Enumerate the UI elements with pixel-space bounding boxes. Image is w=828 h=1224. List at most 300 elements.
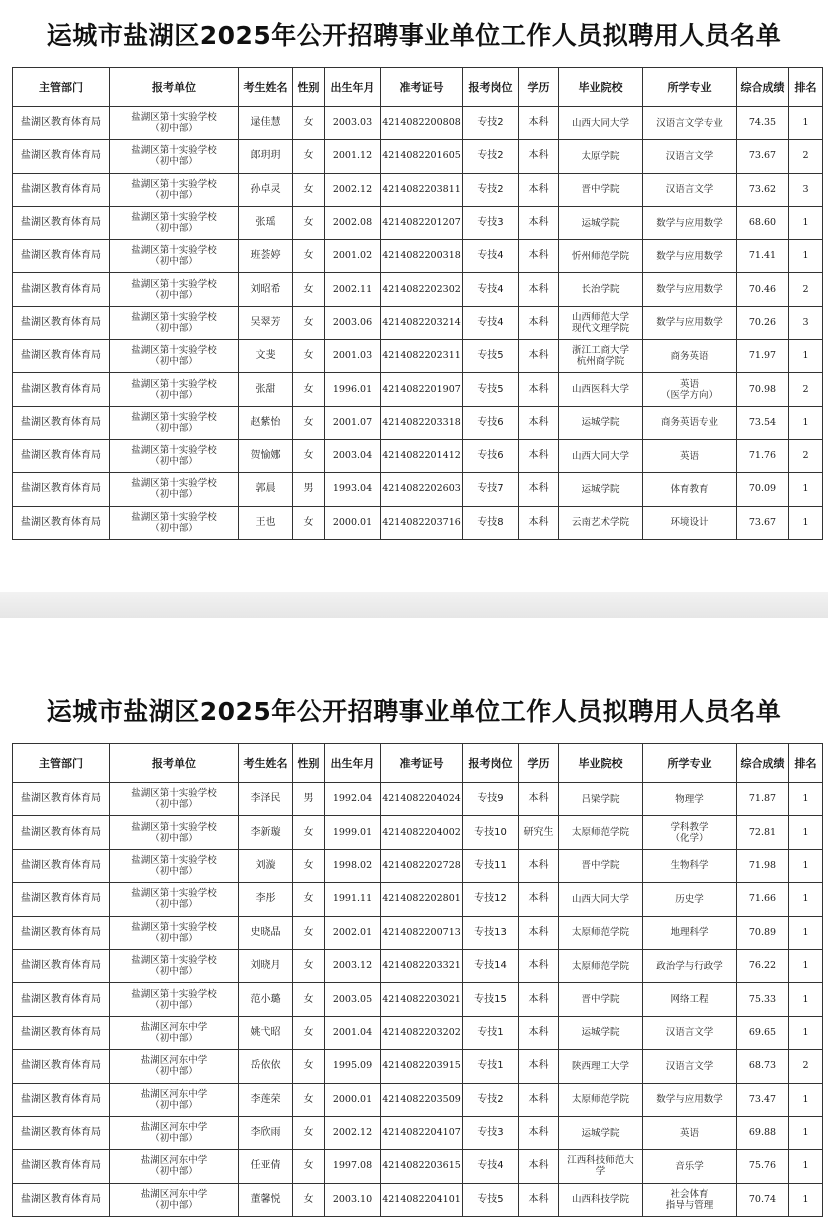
cell-birth: 1991.11 — [325, 883, 381, 916]
cell-unit-line: 盐湖区第十实验学校 — [131, 178, 217, 190]
cell-name: 任亚倩 — [239, 1150, 293, 1183]
cell-school-line: 山西医科大学 — [571, 384, 629, 396]
cell-education: 本科 — [519, 916, 559, 949]
cell-unit-line: （初中部） — [150, 489, 198, 501]
cell-score: 76.22 — [737, 949, 789, 982]
cell-exam-id: 4214082203811 — [381, 173, 463, 206]
header-dept: 主管部门 — [13, 68, 110, 107]
cell-education: 本科 — [519, 107, 559, 140]
cell-unit-line: （初中部） — [150, 865, 198, 877]
cell-post: 专技13 — [463, 916, 519, 949]
cell-education: 本科 — [519, 306, 559, 339]
cell-exam-id: 4214082203716 — [381, 506, 463, 539]
cell-name: 王也 — [239, 506, 293, 539]
header-school: 毕业院校 — [559, 68, 643, 107]
cell-name: 董馨悦 — [239, 1183, 293, 1216]
cell-major-line: 汉语言文学 — [665, 184, 714, 196]
table-row — [13, 406, 823, 439]
cell-education: 本科 — [519, 949, 559, 982]
cell-name: 郎玥玥 — [239, 140, 293, 173]
cell-major — [643, 107, 737, 140]
cell-dept: 盐湖区教育体育局 — [13, 273, 110, 306]
cell-major-line: 汉语言文学 — [665, 150, 714, 162]
cell-gender: 女 — [293, 883, 325, 916]
cell-exam-id: 4214082200713 — [381, 916, 463, 949]
cell-score: 69.88 — [737, 1116, 789, 1149]
cell-unit-line: 盐湖区河东中学 — [140, 1122, 208, 1134]
cell-unit — [110, 107, 239, 140]
cell-name: 刘晓月 — [239, 949, 293, 982]
cell-education: 本科 — [519, 206, 559, 239]
cell-school — [559, 1116, 643, 1149]
cell-unit — [110, 473, 239, 506]
cell-name: 郭晨 — [239, 473, 293, 506]
cell-gender: 女 — [293, 173, 325, 206]
cell-unit-line: 盐湖区第十实验学校 — [131, 245, 217, 257]
cell-education: 本科 — [519, 406, 559, 439]
cell-school-line: 江西科技师范大 — [567, 1155, 634, 1167]
cell-gender: 女 — [293, 140, 325, 173]
cell-rank: 2 — [789, 140, 823, 173]
cell-unit — [110, 173, 239, 206]
cell-post: 专技10 — [463, 816, 519, 849]
cell-dept: 盐湖区教育体育局 — [13, 883, 110, 916]
header-name: 考生姓名 — [239, 744, 293, 783]
cell-score: 71.87 — [737, 783, 789, 816]
cell-school — [559, 439, 643, 472]
cell-unit — [110, 883, 239, 916]
cell-education: 本科 — [519, 1016, 559, 1049]
table-header-row — [13, 68, 823, 107]
cell-score: 72.81 — [737, 816, 789, 849]
cell-exam-id: 4214082203318 — [381, 406, 463, 439]
cell-school-line: 忻州师范学院 — [571, 250, 629, 262]
cell-exam-id: 4214082201207 — [381, 206, 463, 239]
cell-rank: 1 — [789, 783, 823, 816]
cell-unit-line: （初中部） — [150, 799, 198, 811]
cell-unit-line: （初中部） — [150, 1032, 198, 1044]
cell-unit-line: （初中部） — [150, 1199, 198, 1211]
cell-dept: 盐湖区教育体育局 — [13, 1116, 110, 1149]
cell-dept: 盐湖区教育体育局 — [13, 783, 110, 816]
cell-school-line: 云南艺术学院 — [571, 517, 629, 529]
cell-major-line: （化学） — [670, 832, 709, 844]
cell-school — [559, 273, 643, 306]
cell-unit-line: （初中部） — [150, 156, 198, 168]
cell-education: 本科 — [519, 1116, 559, 1149]
cell-major-line: 网络工程 — [670, 994, 709, 1006]
cell-birth: 2003.03 — [325, 107, 381, 140]
cell-name: 李彤 — [239, 883, 293, 916]
cell-education: 本科 — [519, 883, 559, 916]
cell-unit-line: 盐湖区第十实验学校 — [131, 345, 217, 357]
cell-major-line: 数学与应用数学 — [656, 317, 723, 329]
cell-exam-id: 4214082203202 — [381, 1016, 463, 1049]
cell-school-line: 杭州商学院 — [576, 356, 625, 368]
cell-dept: 盐湖区教育体育局 — [13, 306, 110, 339]
cell-school — [559, 506, 643, 539]
cell-name: 吴翠芳 — [239, 306, 293, 339]
cell-major-line: 商务英语专业 — [660, 417, 718, 429]
cell-unit-line: 盐湖区第十实验学校 — [131, 511, 217, 523]
cell-rank: 1 — [789, 949, 823, 982]
cell-school — [559, 783, 643, 816]
header-major: 所学专业 — [643, 744, 737, 783]
table-row — [13, 439, 823, 472]
cell-major-line: 数学与应用数学 — [656, 217, 723, 229]
cell-score: 73.67 — [737, 140, 789, 173]
cell-exam-id: 4214082204107 — [381, 1116, 463, 1149]
cell-school-line: 山西科技学院 — [571, 1194, 629, 1206]
cell-exam-id: 4214082204024 — [381, 783, 463, 816]
cell-post: 专技5 — [463, 1183, 519, 1216]
cell-dept: 盐湖区教育体育局 — [13, 340, 110, 373]
cell-rank: 1 — [789, 983, 823, 1016]
cell-post: 专技7 — [463, 473, 519, 506]
cell-gender: 女 — [293, 916, 325, 949]
cell-major — [643, 306, 737, 339]
cell-dept: 盐湖区教育体育局 — [13, 506, 110, 539]
cell-unit-line: （初中部） — [150, 223, 198, 235]
cell-major-line: 政治学与行政学 — [656, 960, 723, 972]
cell-gender: 女 — [293, 107, 325, 140]
cell-unit-line: （初中部） — [150, 522, 198, 534]
cell-score: 71.98 — [737, 849, 789, 882]
cell-unit-line: 盐湖区第十实验学校 — [131, 888, 217, 900]
cell-dept: 盐湖区教育体育局 — [13, 949, 110, 982]
cell-score: 70.74 — [737, 1183, 789, 1216]
cell-unit — [110, 306, 239, 339]
cell-unit-line: 盐湖区河东中学 — [140, 1188, 208, 1200]
cell-post: 专技4 — [463, 306, 519, 339]
cell-gender: 女 — [293, 1116, 325, 1149]
cell-unit-line: （初中部） — [150, 1099, 198, 1111]
cell-birth: 1999.01 — [325, 816, 381, 849]
cell-major-line: 地理科学 — [670, 927, 709, 939]
cell-unit — [110, 1050, 239, 1083]
cell-name: 孙卓灵 — [239, 173, 293, 206]
table-header-row — [13, 744, 823, 783]
cell-name: 贺愉娜 — [239, 439, 293, 472]
cell-birth: 1996.01 — [325, 373, 381, 406]
table-row — [13, 916, 823, 949]
cell-school-line: 运城学院 — [581, 1027, 620, 1039]
cell-unit-line: （初中部） — [150, 1166, 198, 1178]
header-post: 报考岗位 — [463, 68, 519, 107]
cell-school — [559, 340, 643, 373]
cell-rank: 1 — [789, 883, 823, 916]
cell-unit — [110, 406, 239, 439]
cell-gender: 女 — [293, 373, 325, 406]
cell-school — [559, 1016, 643, 1049]
cell-unit-line: （初中部） — [150, 356, 198, 368]
cell-unit — [110, 983, 239, 1016]
cell-dept: 盐湖区教育体育局 — [13, 1083, 110, 1116]
cell-gender: 女 — [293, 949, 325, 982]
cell-unit-line: 盐湖区第十实验学校 — [131, 411, 217, 423]
cell-unit — [110, 273, 239, 306]
cell-school-line: 山西大同大学 — [571, 450, 629, 462]
header-unit: 报考单位 — [110, 744, 239, 783]
cell-unit-line: （初中部） — [150, 966, 198, 978]
cell-unit-line: 盐湖区河东中学 — [140, 1055, 208, 1067]
cell-school — [559, 1150, 643, 1183]
cell-exam-id: 4214082203509 — [381, 1083, 463, 1116]
cell-major — [643, 816, 737, 849]
cell-post: 专技2 — [463, 107, 519, 140]
cell-score: 71.66 — [737, 883, 789, 916]
cell-dept: 盐湖区教育体育局 — [13, 983, 110, 1016]
cell-major — [643, 240, 737, 273]
cell-name: 李新璇 — [239, 816, 293, 849]
cell-birth: 2002.12 — [325, 1116, 381, 1149]
header-rank: 排名 — [789, 744, 823, 783]
table-row — [13, 983, 823, 1016]
cell-birth: 2003.04 — [325, 439, 381, 472]
cell-score: 70.89 — [737, 916, 789, 949]
cell-unit-line: （初中部） — [150, 322, 198, 334]
cell-unit — [110, 439, 239, 472]
cell-education: 本科 — [519, 1050, 559, 1083]
cell-major-line: 指导与管理 — [665, 1199, 714, 1211]
cell-major — [643, 1083, 737, 1116]
cell-rank: 1 — [789, 1183, 823, 1216]
cell-major-line: 物理学 — [675, 793, 704, 805]
cell-rank: 1 — [789, 506, 823, 539]
cell-school-line: 运城学院 — [581, 417, 620, 429]
cell-education: 本科 — [519, 373, 559, 406]
cell-birth: 2002.08 — [325, 206, 381, 239]
table-row — [13, 849, 823, 882]
cell-unit-line: （初中部） — [150, 1133, 198, 1145]
cell-unit-line: 盐湖区第十实验学校 — [131, 112, 217, 124]
cell-school — [559, 849, 643, 882]
cell-unit — [110, 240, 239, 273]
cell-post: 专技14 — [463, 949, 519, 982]
cell-gender: 女 — [293, 1050, 325, 1083]
cell-rank: 2 — [789, 373, 823, 406]
cell-unit — [110, 373, 239, 406]
cell-rank: 1 — [789, 473, 823, 506]
cell-post: 专技1 — [463, 1016, 519, 1049]
header-unit: 报考单位 — [110, 68, 239, 107]
cell-post: 专技2 — [463, 173, 519, 206]
cell-unit — [110, 206, 239, 239]
cell-unit — [110, 949, 239, 982]
document-page-1 — [0, 0, 828, 592]
cell-gender: 男 — [293, 473, 325, 506]
cell-score: 71.76 — [737, 439, 789, 472]
cell-score: 68.73 — [737, 1050, 789, 1083]
cell-gender: 女 — [293, 506, 325, 539]
cell-unit-line: （初中部） — [150, 256, 198, 268]
cell-post: 专技15 — [463, 983, 519, 1016]
cell-education: 本科 — [519, 1083, 559, 1116]
cell-unit-line: 盐湖区第十实验学校 — [131, 378, 217, 390]
cell-major-line: 数学与应用数学 — [656, 1094, 723, 1106]
cell-school-line: 吕梁学院 — [581, 793, 620, 805]
cell-unit-line: （初中部） — [150, 999, 198, 1011]
cell-major — [643, 1183, 737, 1216]
cell-major-line: 英语 — [679, 450, 699, 462]
cell-major-line: 学科教学 — [670, 821, 709, 833]
cell-dept: 盐湖区教育体育局 — [13, 373, 110, 406]
page-title: 运城市盐湖区2025年公开招聘事业单位工作人员拟聘用人员名单 — [46, 21, 782, 50]
cell-major-line: 汉语言文学 — [665, 1027, 714, 1039]
cell-school — [559, 883, 643, 916]
cell-post: 专技2 — [463, 140, 519, 173]
cell-unit-line: 盐湖区河东中学 — [140, 1088, 208, 1100]
cell-gender: 女 — [293, 340, 325, 373]
cell-birth: 2001.04 — [325, 1016, 381, 1049]
cell-post: 专技4 — [463, 240, 519, 273]
cell-rank: 1 — [789, 240, 823, 273]
header-birth: 出生年月 — [325, 744, 381, 783]
cell-name: 班荟婷 — [239, 240, 293, 273]
cell-rank: 1 — [789, 206, 823, 239]
cell-post: 专技4 — [463, 273, 519, 306]
cell-major — [643, 340, 737, 373]
cell-name: 逯佳慧 — [239, 107, 293, 140]
cell-score: 73.67 — [737, 506, 789, 539]
cell-rank: 1 — [789, 849, 823, 882]
cell-score: 70.09 — [737, 473, 789, 506]
cell-gender: 女 — [293, 240, 325, 273]
cell-post: 专技4 — [463, 1150, 519, 1183]
cell-score: 75.33 — [737, 983, 789, 1016]
cell-rank: 3 — [789, 306, 823, 339]
cell-major-line: 汉语言文学专业 — [656, 117, 723, 129]
cell-dept: 盐湖区教育体育局 — [13, 140, 110, 173]
cell-school-line: 浙江工商大学 — [571, 345, 629, 357]
cell-name: 李泽民 — [239, 783, 293, 816]
cell-major-line: 数学与应用数学 — [656, 250, 723, 262]
cell-unit-line: 盐湖区第十实验学校 — [131, 145, 217, 157]
cell-major — [643, 206, 737, 239]
cell-exam-id: 4214082200808 — [381, 107, 463, 140]
cell-major-line: 生物科学 — [670, 860, 709, 872]
cell-school-line: 长治学院 — [581, 284, 620, 296]
cell-post: 专技6 — [463, 406, 519, 439]
cell-gender: 女 — [293, 206, 325, 239]
cell-school — [559, 406, 643, 439]
cell-exam-id: 4214082202728 — [381, 849, 463, 882]
cell-post: 专技11 — [463, 849, 519, 882]
cell-major — [643, 373, 737, 406]
cell-major — [643, 783, 737, 816]
cell-gender: 女 — [293, 1083, 325, 1116]
table-row — [13, 883, 823, 916]
cell-unit-line: （初中部） — [150, 932, 198, 944]
cell-school — [559, 816, 643, 849]
table-row — [13, 273, 823, 306]
cell-birth: 2000.01 — [325, 506, 381, 539]
cell-major — [643, 1150, 737, 1183]
cell-education: 研究生 — [519, 816, 559, 849]
cell-school — [559, 173, 643, 206]
cell-rank: 1 — [789, 816, 823, 849]
cell-score: 75.76 — [737, 1150, 789, 1183]
document-page-2 — [0, 618, 828, 1224]
cell-unit-line: （初中部） — [150, 289, 198, 301]
cell-school — [559, 240, 643, 273]
cell-school-line: 现代文理学院 — [571, 322, 629, 334]
table-row — [13, 140, 823, 173]
cell-birth: 2001.03 — [325, 340, 381, 373]
cell-rank: 1 — [789, 1083, 823, 1116]
cell-major — [643, 916, 737, 949]
cell-unit-line: 盐湖区第十实验学校 — [131, 445, 217, 457]
cell-dept: 盐湖区教育体育局 — [13, 1050, 110, 1083]
cell-unit — [110, 140, 239, 173]
cell-score: 70.98 — [737, 373, 789, 406]
table-row — [13, 373, 823, 406]
cell-gender: 女 — [293, 983, 325, 1016]
cell-unit — [110, 816, 239, 849]
cell-score: 70.26 — [737, 306, 789, 339]
cell-post: 专技2 — [463, 1083, 519, 1116]
table-row — [13, 506, 823, 539]
cell-exam-id: 4214082204002 — [381, 816, 463, 849]
cell-school-line: 太原师范学院 — [571, 827, 629, 839]
header-score: 综合成绩 — [737, 744, 789, 783]
cell-unit-line: 盐湖区第十实验学校 — [131, 921, 217, 933]
cell-unit — [110, 506, 239, 539]
cell-unit-line: 盐湖区第十实验学校 — [131, 788, 217, 800]
cell-major — [643, 849, 737, 882]
cell-post: 专技8 — [463, 506, 519, 539]
cell-school — [559, 107, 643, 140]
cell-post: 专技12 — [463, 883, 519, 916]
cell-school — [559, 306, 643, 339]
cell-post: 专技6 — [463, 439, 519, 472]
cell-major — [643, 140, 737, 173]
cell-birth: 2002.11 — [325, 273, 381, 306]
cell-school-line: 运城学院 — [581, 217, 620, 229]
cell-dept: 盐湖区教育体育局 — [13, 173, 110, 206]
cell-birth: 2001.02 — [325, 240, 381, 273]
cell-score: 68.60 — [737, 206, 789, 239]
cell-dept: 盐湖区教育体育局 — [13, 1150, 110, 1183]
cell-dept: 盐湖区教育体育局 — [13, 816, 110, 849]
cell-major — [643, 406, 737, 439]
cell-gender: 男 — [293, 783, 325, 816]
cell-school-line: 太原学院 — [581, 150, 620, 162]
candidate-table — [12, 743, 823, 1217]
cell-major-line: （医学方向） — [660, 389, 718, 401]
cell-score: 74.35 — [737, 107, 789, 140]
cell-dept: 盐湖区教育体育局 — [13, 406, 110, 439]
cell-birth: 1993.04 — [325, 473, 381, 506]
cell-unit-line: （初中部） — [150, 899, 198, 911]
header-birth: 出生年月 — [325, 68, 381, 107]
cell-birth: 2000.01 — [325, 1083, 381, 1116]
cell-rank: 1 — [789, 916, 823, 949]
page-title: 运城市盐湖区2025年公开招聘事业单位工作人员拟聘用人员名单 — [46, 697, 782, 726]
cell-gender: 女 — [293, 816, 325, 849]
cell-school — [559, 916, 643, 949]
cell-dept: 盐湖区教育体育局 — [13, 849, 110, 882]
cell-post: 专技9 — [463, 783, 519, 816]
cell-unit — [110, 1116, 239, 1149]
cell-birth: 2001.12 — [325, 140, 381, 173]
table-row — [13, 816, 823, 849]
cell-unit — [110, 849, 239, 882]
table-row — [13, 306, 823, 339]
cell-name: 文斐 — [239, 340, 293, 373]
cell-unit — [110, 1083, 239, 1116]
cell-name: 刘漩 — [239, 849, 293, 882]
